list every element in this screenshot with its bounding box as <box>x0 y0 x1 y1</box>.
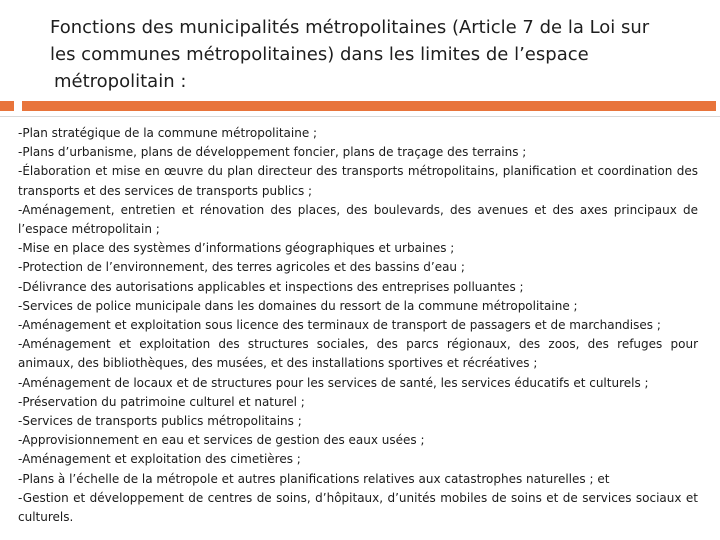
title-line: Fonctions des municipalités métropolitaines (Article 7 de la Loi sur <box>50 17 650 38</box>
accent-bar-left <box>0 101 14 111</box>
list-item: -Aménagement et exploitation des structures sociales, des parcs régionaux, des zoos, des refuges pour animaux, des bibliothèques, des musées, et des installations sportives et récréatives ; <box>18 337 698 371</box>
list-item: -Mise en place des systèmes d’informations géographiques et urbaines ; <box>18 241 455 256</box>
list-item: -Services de police municipale dans les domaines du ressort de la commune métropolitaine ; <box>18 298 578 313</box>
list-item: -Aménagement et exploitation sous licence des terminaux de transport de passagers et de marchandises ; <box>18 318 661 333</box>
list-item: -Aménagement de locaux et de structures pour les services de santé, les services éducatifs et culturels ; <box>18 375 649 390</box>
list-item: -Gestion et développement de centres de soins, d’hôpitaux, d’unités mobiles de soins et de services sociaux et culturels. <box>18 490 698 525</box>
list-item: -Délivrance des autorisations applicables et inspections des entreprises polluantes ; <box>18 279 524 294</box>
list-item: -Plans d’urbanisme, plans de développement foncier, plans de traçage des terrains ; <box>18 145 527 160</box>
list-item: -Aménagement et exploitation des cimetières ; <box>18 452 301 467</box>
functions-list <box>18 124 698 527</box>
slide-title <box>50 14 710 95</box>
accent-bar-right <box>22 101 716 111</box>
list-item: -Préservation du patrimoine culturel et naturel ; <box>18 394 305 409</box>
list-item: -Élaboration et mise en œuvre du plan directeur des transports métropolitains, planification et coordination des transports et des services de transports publics ; <box>18 164 698 198</box>
title-line: métropolitain : <box>54 71 187 92</box>
list-item: -Approvisionnement en eau et services de gestion des eaux usées ; <box>18 433 425 448</box>
list-item: -Protection de l’environnement, des terres agricoles et des bassins d’eau ; <box>18 260 465 275</box>
list-item: -Aménagement, entretien et rénovation des places, des boulevards, des avenues et des axes principaux de l’espace métropolitain ; <box>18 202 698 237</box>
divider-line <box>0 116 720 117</box>
list-item: -Services de transports publics métropolitains ; <box>18 414 302 429</box>
title-line: les communes métropolitaines) dans les limites de l’espace <box>50 44 589 65</box>
list-item: -Plans à l’échelle de la métropole et autres planifications relatives aux catastrophes naturelles ; et <box>18 471 610 486</box>
list-item: -Plan stratégique de la commune métropolitaine ; <box>18 126 318 140</box>
